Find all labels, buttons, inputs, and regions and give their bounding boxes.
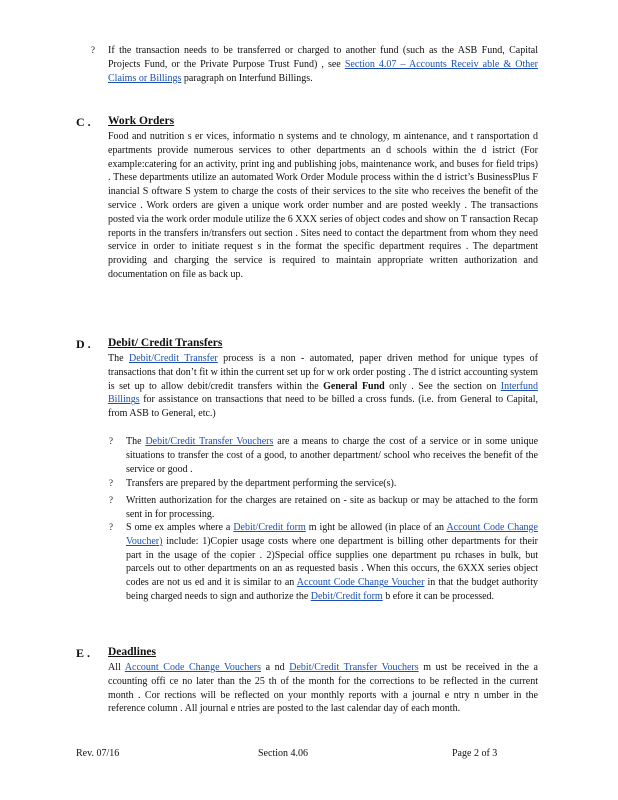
interfund-billings-link[interactable]: Interfund Billings	[108, 380, 538, 406]
list-item: ? Transfers are prepared by the department performing the service(s).	[109, 478, 397, 489]
section-4-07-link[interactable]: Section 4.07 – Accounts Receiv able & Other Claims or Billings	[108, 58, 539, 84]
section-intro: The Debit/Credit Transfer process is a non - automated, paper driven method for unique types of transactions that don’t fit w ithin the current set up for w ork order posting . The d istrict accounting system is set up to allow debit/credit transfers within the General Fund only . See the section on Interfund Billings for assistance on transactions that need to be billed a cross funds. (i.e. from General to Capital, from ASB to General, etc.)	[108, 353, 538, 420]
section-heading: Debit/ Credit Transfers	[108, 337, 223, 349]
debit-credit-form-link[interactable]: Debit/Credit form	[233, 522, 306, 533]
footer-revision: Rev. 07/16	[76, 748, 120, 759]
list-item: ? S ome ex amples where a Debit/Credit form m ight be allowed (in place of an Account Code Change Voucher) include: 1)Copier usage costs where one department is billing other departments for their part in the usage of the copier . 2)Special office supplies one department pu rchases in bulk, but parcels out to other departments on an as requested basis . When this occurs, the 6XXX series object codes are not us ed and it is similar to an Account Code Change Voucher in that the budget authority being charged needs to sign and authorize the Debit/Credit form b efore it can be processed.	[109, 522, 539, 602]
bullet-mark: ?	[91, 45, 95, 55]
list-item: ? Written authorization for the charges are retained on - site as backup or may be attached to the form sent in for processing.	[109, 495, 538, 520]
account-code-change-voucher-link-2[interactable]: Account Code Change Voucher	[296, 577, 425, 589]
interfund-bullet	[91, 44, 539, 85]
bullet-mark: ?	[109, 522, 113, 532]
bullet-mark: ?	[109, 478, 113, 488]
list-item: ? The Debit/Credit Transfer Vouchers are a means to charge the cost of a service or in some unique situations to transfer the cost of a good, to another department/ school who receives the benefit of the service or good .	[109, 436, 539, 475]
debit-credit-vouchers-link[interactable]: Debit/Credit Transfer Vouchers	[289, 662, 419, 673]
bullet-text-end: paragraph on Interfund Billings.	[181, 72, 313, 84]
footer-page-number: Page 2 of 3	[452, 748, 498, 759]
bullet-text: If the transaction needs to be transferred or charged to another fund (such as the ASB Fund, Capital Projects Fund, or the Private Purpose Trust Fund) , see	[108, 45, 538, 70]
account-code-vouchers-link[interactable]: Account Code Change Vouchers	[124, 662, 262, 673]
bullet-mark: ?	[109, 436, 113, 446]
debit-credit-form-link-2[interactable]: Debit/Credit form	[310, 590, 383, 602]
section-body: Food and nutrition s er vices, informatio n systems and te chnology, m aintenance, and t ransportation d epartments provide numerous services to other departments an d schools within the d istrict (For example:catering for an activity, print ing and publishing jobs, maintenance work, and buses for field trips) . These departments utilize an automated Work Order Module process within the d istrict’s BusinessPlus F inancial S oftware S ystem to charge the costs of their services to the site who receives the benefit of the service . Work orders are given a unique work order number and are posted weekly . The transactions posted via the work order module utilize the 6 XXX series of object codes and show on T ransaction Recap reports in the transfers in/transfers out section . Sites need to contact the department from whom they need service in order to initiate request s in the format the specific department requires . The department providing and charging the service is required to maintain appropriate written authorization and documentation on file as back up.	[108, 131, 538, 280]
section-letter: D .	[76, 337, 91, 351]
section-letter: C .	[76, 115, 91, 129]
account-code-change-voucher-link[interactable]: Account Code Change Voucher)	[126, 522, 538, 547]
section-heading: Deadlines	[108, 646, 156, 658]
general-fund-label: General Fund	[323, 380, 385, 392]
section-body: All Account Code Change Vouchers a nd Debit/Credit Transfer Vouchers m ust be received in the a ccounting offi ce no later than the 25 th of the month for the corrections to be reflected in the current month . Cor rections will be reflected on your monthly reports with a journal e ntry n umber in the reference column . All journal e ntries are posted to the last calendar day of each month.	[108, 662, 538, 715]
debit-credit-vouchers-link[interactable]: Debit/Credit Transfer Vouchers	[145, 436, 274, 447]
debit-credit-transfer-link[interactable]: Debit/Credit Transfer	[128, 353, 218, 364]
footer-section: Section 4.06	[258, 748, 308, 759]
bullet-mark: ?	[109, 495, 113, 505]
section-letter: E .	[76, 646, 91, 660]
section-heading: Work Orders	[108, 115, 175, 127]
